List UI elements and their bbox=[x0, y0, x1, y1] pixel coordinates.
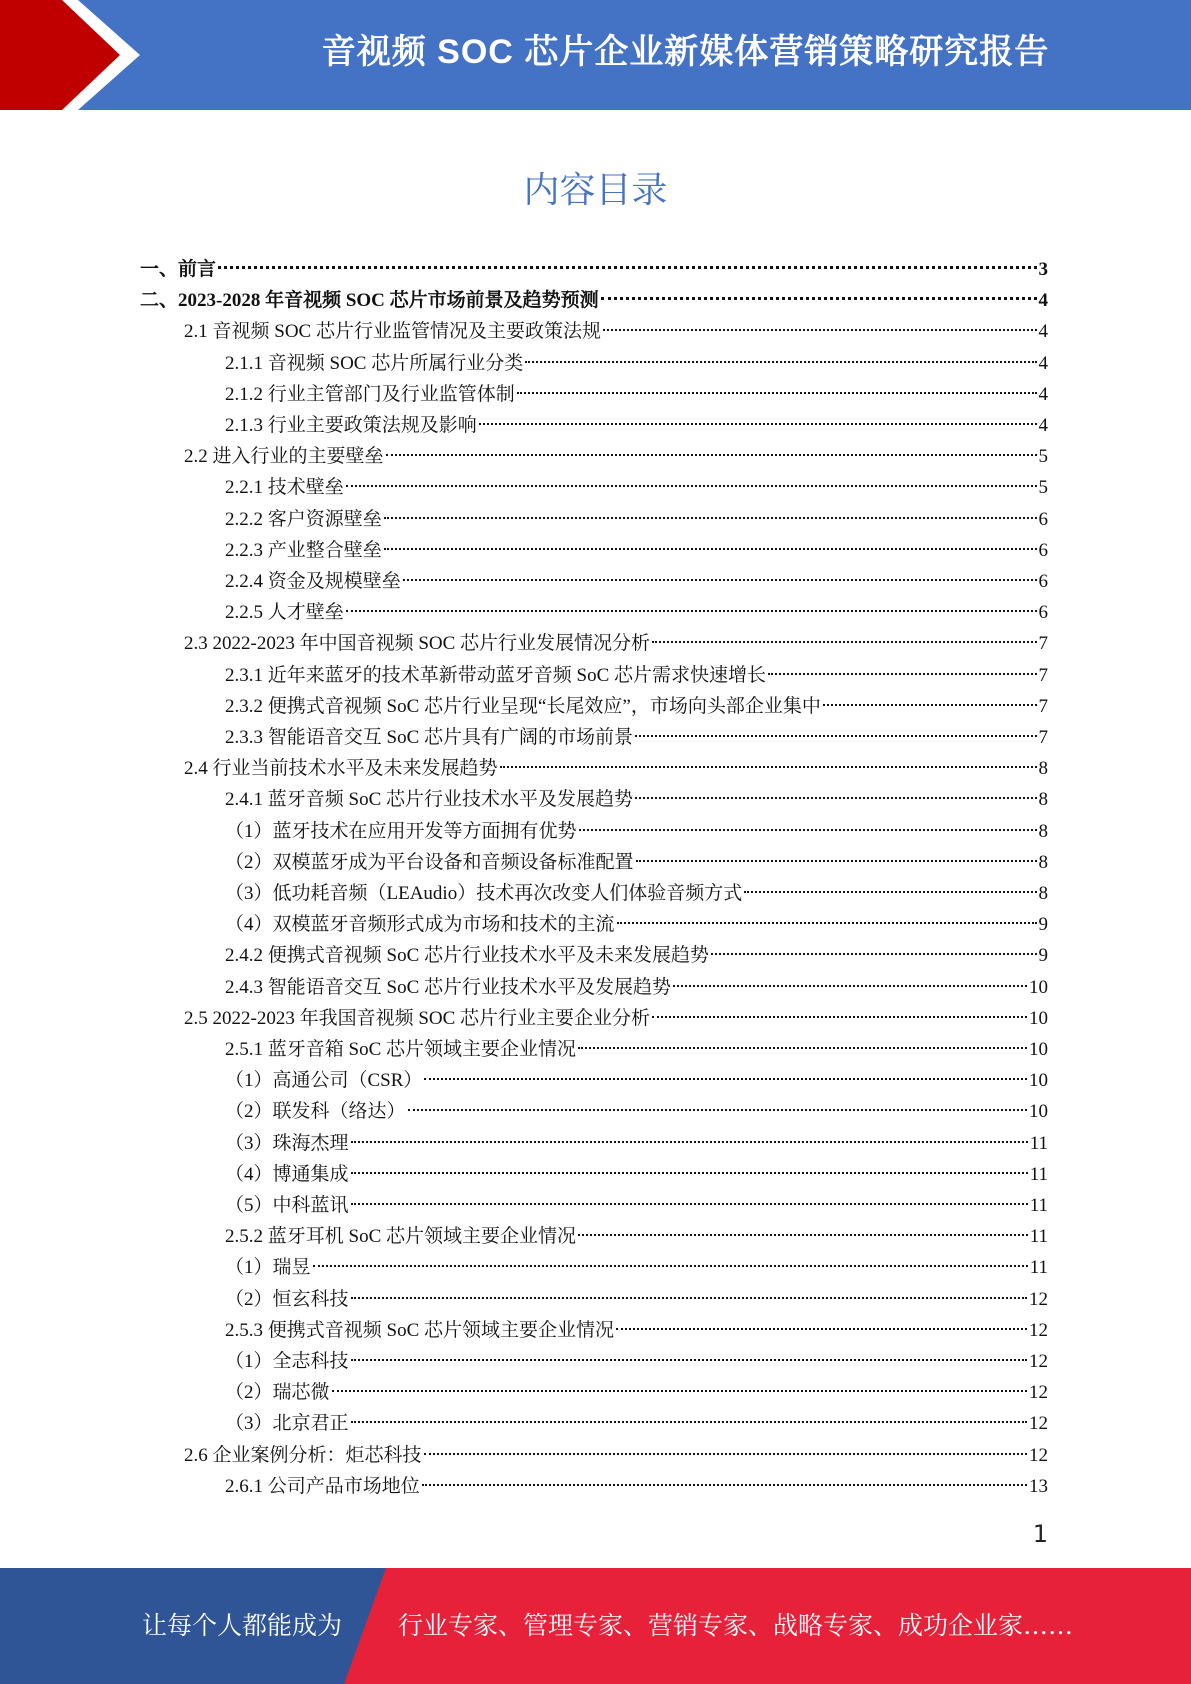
toc-dot-leader bbox=[500, 766, 1037, 768]
toc-entry-page: 7 bbox=[1038, 633, 1048, 654]
toc-dot-leader bbox=[351, 1297, 1027, 1299]
slogan-right: 行业专家、管理专家、营销专家、战略专家、成功企业家…… bbox=[398, 1611, 1074, 1640]
toc-entry-title: （3）北京君正 bbox=[225, 1413, 349, 1434]
toc-entry-title: 2.1.3 行业主要政策法规及影响 bbox=[225, 415, 477, 436]
toc-entry-page: 6 bbox=[1038, 540, 1048, 561]
toc-entry-page: 9 bbox=[1038, 945, 1048, 966]
toc-dot-leader bbox=[313, 1265, 1028, 1267]
report-title: 音视频 SOC 芯片企业新媒体营销策略研究报告 bbox=[321, 33, 1050, 71]
toc-entry-page: 8 bbox=[1038, 821, 1048, 842]
toc-entry[interactable] bbox=[184, 1003, 1048, 1034]
toc-dot-leader bbox=[823, 704, 1037, 706]
toc-entry-title: 二、2023-2028 年音视频 SOC 芯片市场前景及趋势预测 bbox=[140, 290, 599, 311]
toc-entry-page: 12 bbox=[1029, 1382, 1048, 1403]
toc-entry-title: 2.5.1 蓝牙音箱 SoC 芯片领域主要企业情况 bbox=[225, 1039, 576, 1060]
toc-dot-leader bbox=[403, 579, 1037, 581]
toc-entry-title: （4）博通集成 bbox=[225, 1164, 349, 1185]
toc-entry-page: 11 bbox=[1029, 1133, 1048, 1154]
toc-entry-page: 11 bbox=[1029, 1195, 1048, 1216]
toc-entry-title: （3）珠海杰理 bbox=[225, 1133, 349, 1154]
toc-entry-title: 2.2.5 人才壁垒 bbox=[225, 602, 344, 623]
toc-entry-title: （3）低功耗音频（LEAudio）技术再次改变人们体验音频方式 bbox=[225, 883, 743, 904]
toc-entry-title: 2.2.4 资金及规模壁垒 bbox=[225, 571, 401, 592]
toc-entry-title: 2.5 2022-2023 年我国音视频 SOC 芯片行业主要企业分析 bbox=[184, 1008, 651, 1029]
toc-entry-page: 13 bbox=[1029, 1476, 1048, 1497]
toc-entry-page: 5 bbox=[1038, 477, 1048, 498]
toc-entry-title: 2.4.3 智能语音交互 SoC 芯片行业技术水平及发展趋势 bbox=[225, 977, 671, 998]
toc-dot-leader bbox=[601, 297, 1037, 300]
toc-entry-title: 2.4 行业当前技术水平及未来发展趋势 bbox=[184, 758, 498, 779]
toc-entry[interactable] bbox=[184, 1440, 1048, 1471]
toc-dot-leader bbox=[635, 797, 1037, 799]
toc-entry[interactable] bbox=[225, 566, 1048, 597]
toc-dot-leader bbox=[351, 1421, 1027, 1423]
toc-dot-leader bbox=[218, 266, 1036, 269]
toc-entry-title: （2）恒玄科技 bbox=[225, 1289, 349, 1310]
toc-entry[interactable] bbox=[225, 1284, 1048, 1315]
toc-dot-leader bbox=[346, 610, 1037, 612]
toc-entry-page: 5 bbox=[1038, 446, 1048, 467]
toc-entry-page: 11 bbox=[1029, 1164, 1048, 1185]
toc-entry[interactable] bbox=[225, 1471, 1048, 1502]
toc-entry-page: 8 bbox=[1038, 883, 1048, 904]
toc-entry[interactable] bbox=[225, 847, 1048, 878]
toc-entry-page: 3 bbox=[1038, 259, 1048, 280]
header-band bbox=[0, 0, 1191, 110]
toc-entry-page: 10 bbox=[1029, 1070, 1048, 1091]
toc-entry-page: 8 bbox=[1038, 758, 1048, 779]
toc-entry-page: 4 bbox=[1038, 384, 1048, 405]
toc-entry-title: （5）中科蓝讯 bbox=[225, 1195, 349, 1216]
toc-entry-title: （2）瑞芯微 bbox=[225, 1382, 330, 1403]
toc-dot-leader bbox=[525, 361, 1036, 363]
toc-entry[interactable] bbox=[225, 1346, 1048, 1377]
toc-entry-page: 8 bbox=[1038, 789, 1048, 810]
toc-dot-leader bbox=[744, 891, 1036, 893]
toc-entry[interactable] bbox=[225, 597, 1048, 628]
toc-entry[interactable] bbox=[225, 379, 1048, 410]
toc-entry-title: 2.6.1 公司产品市场地位 bbox=[225, 1476, 420, 1497]
toc-entry[interactable] bbox=[184, 753, 1048, 784]
toc-entry[interactable] bbox=[225, 1408, 1048, 1439]
toc-entry-page: 10 bbox=[1029, 1008, 1048, 1029]
toc-entry-title: （2）联发科（络达） bbox=[225, 1101, 406, 1122]
toc-entry-page: 11 bbox=[1029, 1257, 1048, 1278]
toc-dot-leader bbox=[711, 953, 1037, 955]
toc-entry-page: 10 bbox=[1029, 1039, 1048, 1060]
toc-dot-leader bbox=[351, 1172, 1028, 1174]
toc-entry[interactable] bbox=[225, 1221, 1048, 1252]
toc-entry[interactable] bbox=[225, 1065, 1048, 1096]
toc-dot-leader bbox=[673, 985, 1027, 987]
toc-entry-page: 12 bbox=[1029, 1320, 1048, 1341]
toc-entry-title: 2.2 进入行业的主要壁垒 bbox=[184, 446, 384, 467]
arrow-red-fill bbox=[0, 0, 120, 110]
toc-entry-page: 10 bbox=[1029, 977, 1048, 998]
toc-entry-title: 2.4.2 便携式音视频 SoC 芯片行业技术水平及未来发展趋势 bbox=[225, 945, 709, 966]
toc-dot-leader bbox=[517, 392, 1037, 394]
toc-entry[interactable] bbox=[225, 691, 1048, 722]
toc-dot-leader bbox=[578, 1234, 1028, 1236]
toc-entry[interactable] bbox=[225, 972, 1048, 1003]
toc-entry[interactable] bbox=[225, 1128, 1048, 1159]
toc-entry-title: 一、前言 bbox=[140, 259, 217, 280]
toc-entry[interactable] bbox=[225, 1034, 1048, 1065]
toc-entry-title: 2.5.2 蓝牙耳机 SoC 芯片领域主要企业情况 bbox=[225, 1226, 576, 1247]
toc-entry-page: 10 bbox=[1029, 1101, 1048, 1122]
toc-dot-leader bbox=[616, 1328, 1027, 1330]
toc-entry[interactable] bbox=[225, 878, 1048, 909]
toc-entry-page: 12 bbox=[1029, 1289, 1048, 1310]
toc-entry-page: 11 bbox=[1029, 1226, 1048, 1247]
toc-entry-page: 9 bbox=[1038, 914, 1048, 935]
toc-entry-title: （1）全志科技 bbox=[225, 1351, 349, 1372]
toc-entry-title: 2.3 2022-2023 年中国音视频 SOC 芯片行业发展情况分析 bbox=[184, 633, 651, 654]
toc-entry-title: 2.1.2 行业主管部门及行业监管体制 bbox=[225, 384, 515, 405]
toc-entry[interactable] bbox=[225, 1315, 1048, 1346]
toc-dot-leader bbox=[346, 485, 1037, 487]
toc-dot-leader bbox=[424, 1078, 1027, 1080]
toc-entry-title: 2.1.1 音视频 SOC 芯片所属行业分类 bbox=[225, 353, 524, 374]
toc-entry-title: （2）双模蓝牙成为平台设备和音频设备标准配置 bbox=[225, 852, 634, 873]
toc-entry[interactable] bbox=[225, 410, 1048, 441]
toc-entry-title: 2.2.3 产业整合壁垒 bbox=[225, 540, 382, 561]
toc-entry-page: 12 bbox=[1029, 1413, 1048, 1434]
toc-entry[interactable] bbox=[225, 504, 1048, 535]
toc-entry[interactable] bbox=[225, 1190, 1048, 1221]
toc-entry-page: 6 bbox=[1038, 571, 1048, 592]
toc-entry[interactable] bbox=[225, 535, 1048, 566]
toc-entry-title: 2.1 音视频 SOC 芯片行业监管情况及主要政策法规 bbox=[184, 321, 601, 342]
toc-dot-leader bbox=[768, 673, 1037, 675]
toc-dot-leader bbox=[636, 860, 1037, 862]
toc-entry[interactable] bbox=[184, 441, 1048, 472]
toc-entry[interactable] bbox=[140, 285, 1048, 316]
page-number: 1 bbox=[1032, 1520, 1048, 1548]
toc-dot-leader bbox=[652, 641, 1036, 643]
toc-entry-title: 2.3.2 便携式音视频 SoC 芯片行业呈现“长尾效应”，市场向头部企业集中 bbox=[225, 696, 821, 717]
toc-entry[interactable] bbox=[225, 722, 1048, 753]
toc-entry[interactable] bbox=[225, 816, 1048, 847]
toc-entry-page: 4 bbox=[1038, 321, 1048, 342]
toc-entry[interactable] bbox=[225, 1159, 1048, 1190]
toc-entry[interactable] bbox=[184, 316, 1048, 347]
toc-entry-page: 7 bbox=[1038, 727, 1048, 748]
toc-entry-page: 4 bbox=[1038, 290, 1048, 311]
toc-entry-page: 7 bbox=[1038, 696, 1048, 717]
toc-entry-title: 2.5.3 便携式音视频 SoC 芯片领域主要企业情况 bbox=[225, 1320, 614, 1341]
toc-entry-title: （1）高通公司（CSR） bbox=[225, 1070, 423, 1091]
toc-dot-leader bbox=[408, 1109, 1027, 1111]
toc-entry-title: （1）蓝牙技术在应用开发等方面拥有优势 bbox=[225, 821, 577, 842]
toc-entry[interactable] bbox=[225, 1377, 1048, 1408]
toc-dot-leader bbox=[351, 1141, 1028, 1143]
toc-entry[interactable] bbox=[184, 628, 1048, 659]
toc-dot-leader bbox=[424, 1453, 1027, 1455]
toc-entry-page: 4 bbox=[1038, 415, 1048, 436]
toc-dot-leader bbox=[635, 735, 1037, 737]
toc-entry[interactable] bbox=[225, 1252, 1048, 1283]
toc-dot-leader bbox=[652, 1016, 1027, 1018]
footer-band bbox=[0, 1568, 1191, 1684]
toc-entry[interactable] bbox=[225, 660, 1048, 691]
toc-dot-leader bbox=[617, 922, 1037, 924]
toc-entry-title: 2.3.1 近年来蓝牙的技术革新带动蓝牙音频 SoC 芯片需求快速增长 bbox=[225, 665, 766, 686]
toc-entry[interactable] bbox=[140, 254, 1048, 285]
toc-entry-title: 2.6 企业案例分析：炬芯科技 bbox=[184, 1445, 422, 1466]
toc-dot-leader bbox=[332, 1390, 1027, 1392]
toc-entry[interactable] bbox=[225, 784, 1048, 815]
toc-dot-leader bbox=[422, 1484, 1027, 1486]
slogan-left: 让每个人都能成为 bbox=[142, 1611, 343, 1640]
toc-dot-leader bbox=[603, 329, 1037, 331]
toc-entry-title: （1）瑞昱 bbox=[225, 1257, 311, 1278]
toc-entry-page: 12 bbox=[1029, 1445, 1048, 1466]
toc-entry-page: 6 bbox=[1038, 602, 1048, 623]
toc-dot-leader bbox=[579, 829, 1037, 831]
toc-entry-page: 12 bbox=[1029, 1351, 1048, 1372]
toc-entry-page: 6 bbox=[1038, 509, 1048, 530]
toc-dot-leader bbox=[351, 1203, 1028, 1205]
toc-entry[interactable] bbox=[225, 940, 1048, 971]
toc-dot-leader bbox=[479, 423, 1037, 425]
toc-dot-leader bbox=[384, 517, 1037, 519]
toc-entry-title: （4）双模蓝牙音频形式成为市场和技术的主流 bbox=[225, 914, 615, 935]
toc-entry-title: 2.4.1 蓝牙音频 SoC 芯片行业技术水平及发展趋势 bbox=[225, 789, 633, 810]
chevron-arrow-icon bbox=[0, 0, 160, 110]
toc-entry[interactable] bbox=[225, 348, 1048, 379]
toc-dot-leader bbox=[578, 1047, 1027, 1049]
toc-dot-leader bbox=[384, 548, 1037, 550]
toc-heading: 内容目录 bbox=[523, 170, 668, 211]
toc-entry[interactable] bbox=[225, 1096, 1048, 1127]
toc-entry[interactable] bbox=[225, 909, 1048, 940]
toc-entry-title: 2.2.2 客户资源壁垒 bbox=[225, 509, 382, 530]
toc-dot-leader bbox=[351, 1359, 1027, 1361]
toc-dot-leader bbox=[386, 454, 1037, 456]
toc-entry-title: 2.3.3 智能语音交互 SoC 芯片具有广阔的市场前景 bbox=[225, 727, 633, 748]
toc-entry[interactable] bbox=[225, 472, 1048, 503]
toc-entry-page: 4 bbox=[1038, 353, 1048, 374]
toc-entry-title: 2.2.1 技术壁垒 bbox=[225, 477, 344, 498]
toc-entry-page: 8 bbox=[1038, 852, 1048, 873]
toc-entry-page: 7 bbox=[1038, 665, 1048, 686]
